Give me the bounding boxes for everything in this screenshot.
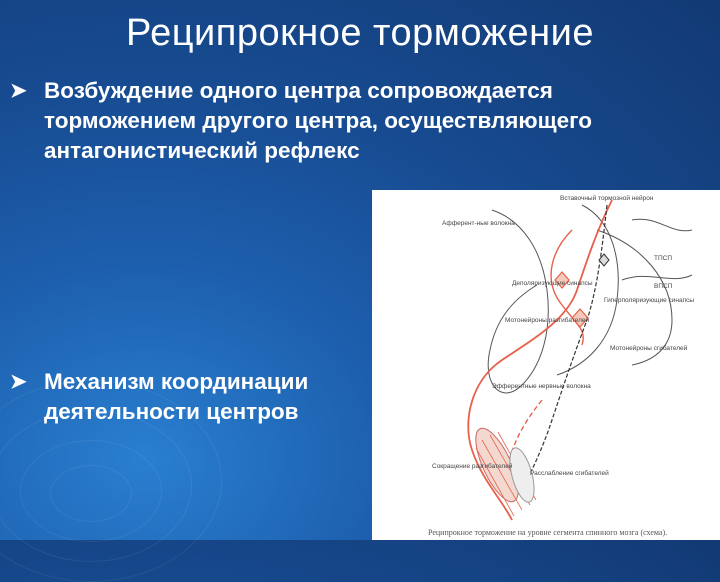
label-intercalary-neuron: Вставочный тормозной нейрон (560, 195, 654, 202)
bullet-text: Механизм координации деятельности центров (44, 369, 309, 424)
label-motoneurons-extensors: Мотонейроны разгибателей (505, 317, 590, 324)
label-efferent-fibers: Эфферентные нервные волокна (492, 383, 591, 390)
dorsal-root (632, 219, 692, 231)
spinal-cord-outline (488, 210, 548, 393)
ventral-root (622, 275, 692, 280)
label-extensor-contraction: Сокращение разгибателей (432, 463, 513, 470)
bullet-point (10, 76, 710, 166)
arrow-bullet-icon: ➤ (10, 80, 27, 102)
label-afferent-fibers: Афферент-ные волокна (442, 220, 515, 227)
figure-caption: Реципрокное торможение на уровне сегмента спинного мозга (схема). (428, 528, 668, 537)
diagram-svg (372, 190, 720, 540)
label-motoneurons-flexors: Мотонейроны сгибателей (610, 345, 688, 352)
label-ipsp: ТПСП (654, 255, 673, 262)
background-ripple (50, 465, 132, 522)
arrow-bullet-icon: ➤ (10, 371, 27, 393)
bullet-point (10, 367, 370, 427)
bullet-text: Возбуждение одного центра сопровождается торможением другого центра, осуществляющего антагонистический рефлекс (44, 78, 592, 163)
label-epsp: ВПСП (654, 283, 673, 290)
label-flexor-relaxation: Расслабление сгибателей (530, 470, 609, 477)
label-hyperpolarizing-synapses: Гиперполяризующие синапсы (604, 297, 695, 304)
slide-title: Реципрокное торможение (125, 12, 595, 54)
label-depolarizing-synapses: Деполяризующие синапсы (512, 280, 593, 287)
reciprocal-inhibition-diagram (372, 190, 720, 540)
